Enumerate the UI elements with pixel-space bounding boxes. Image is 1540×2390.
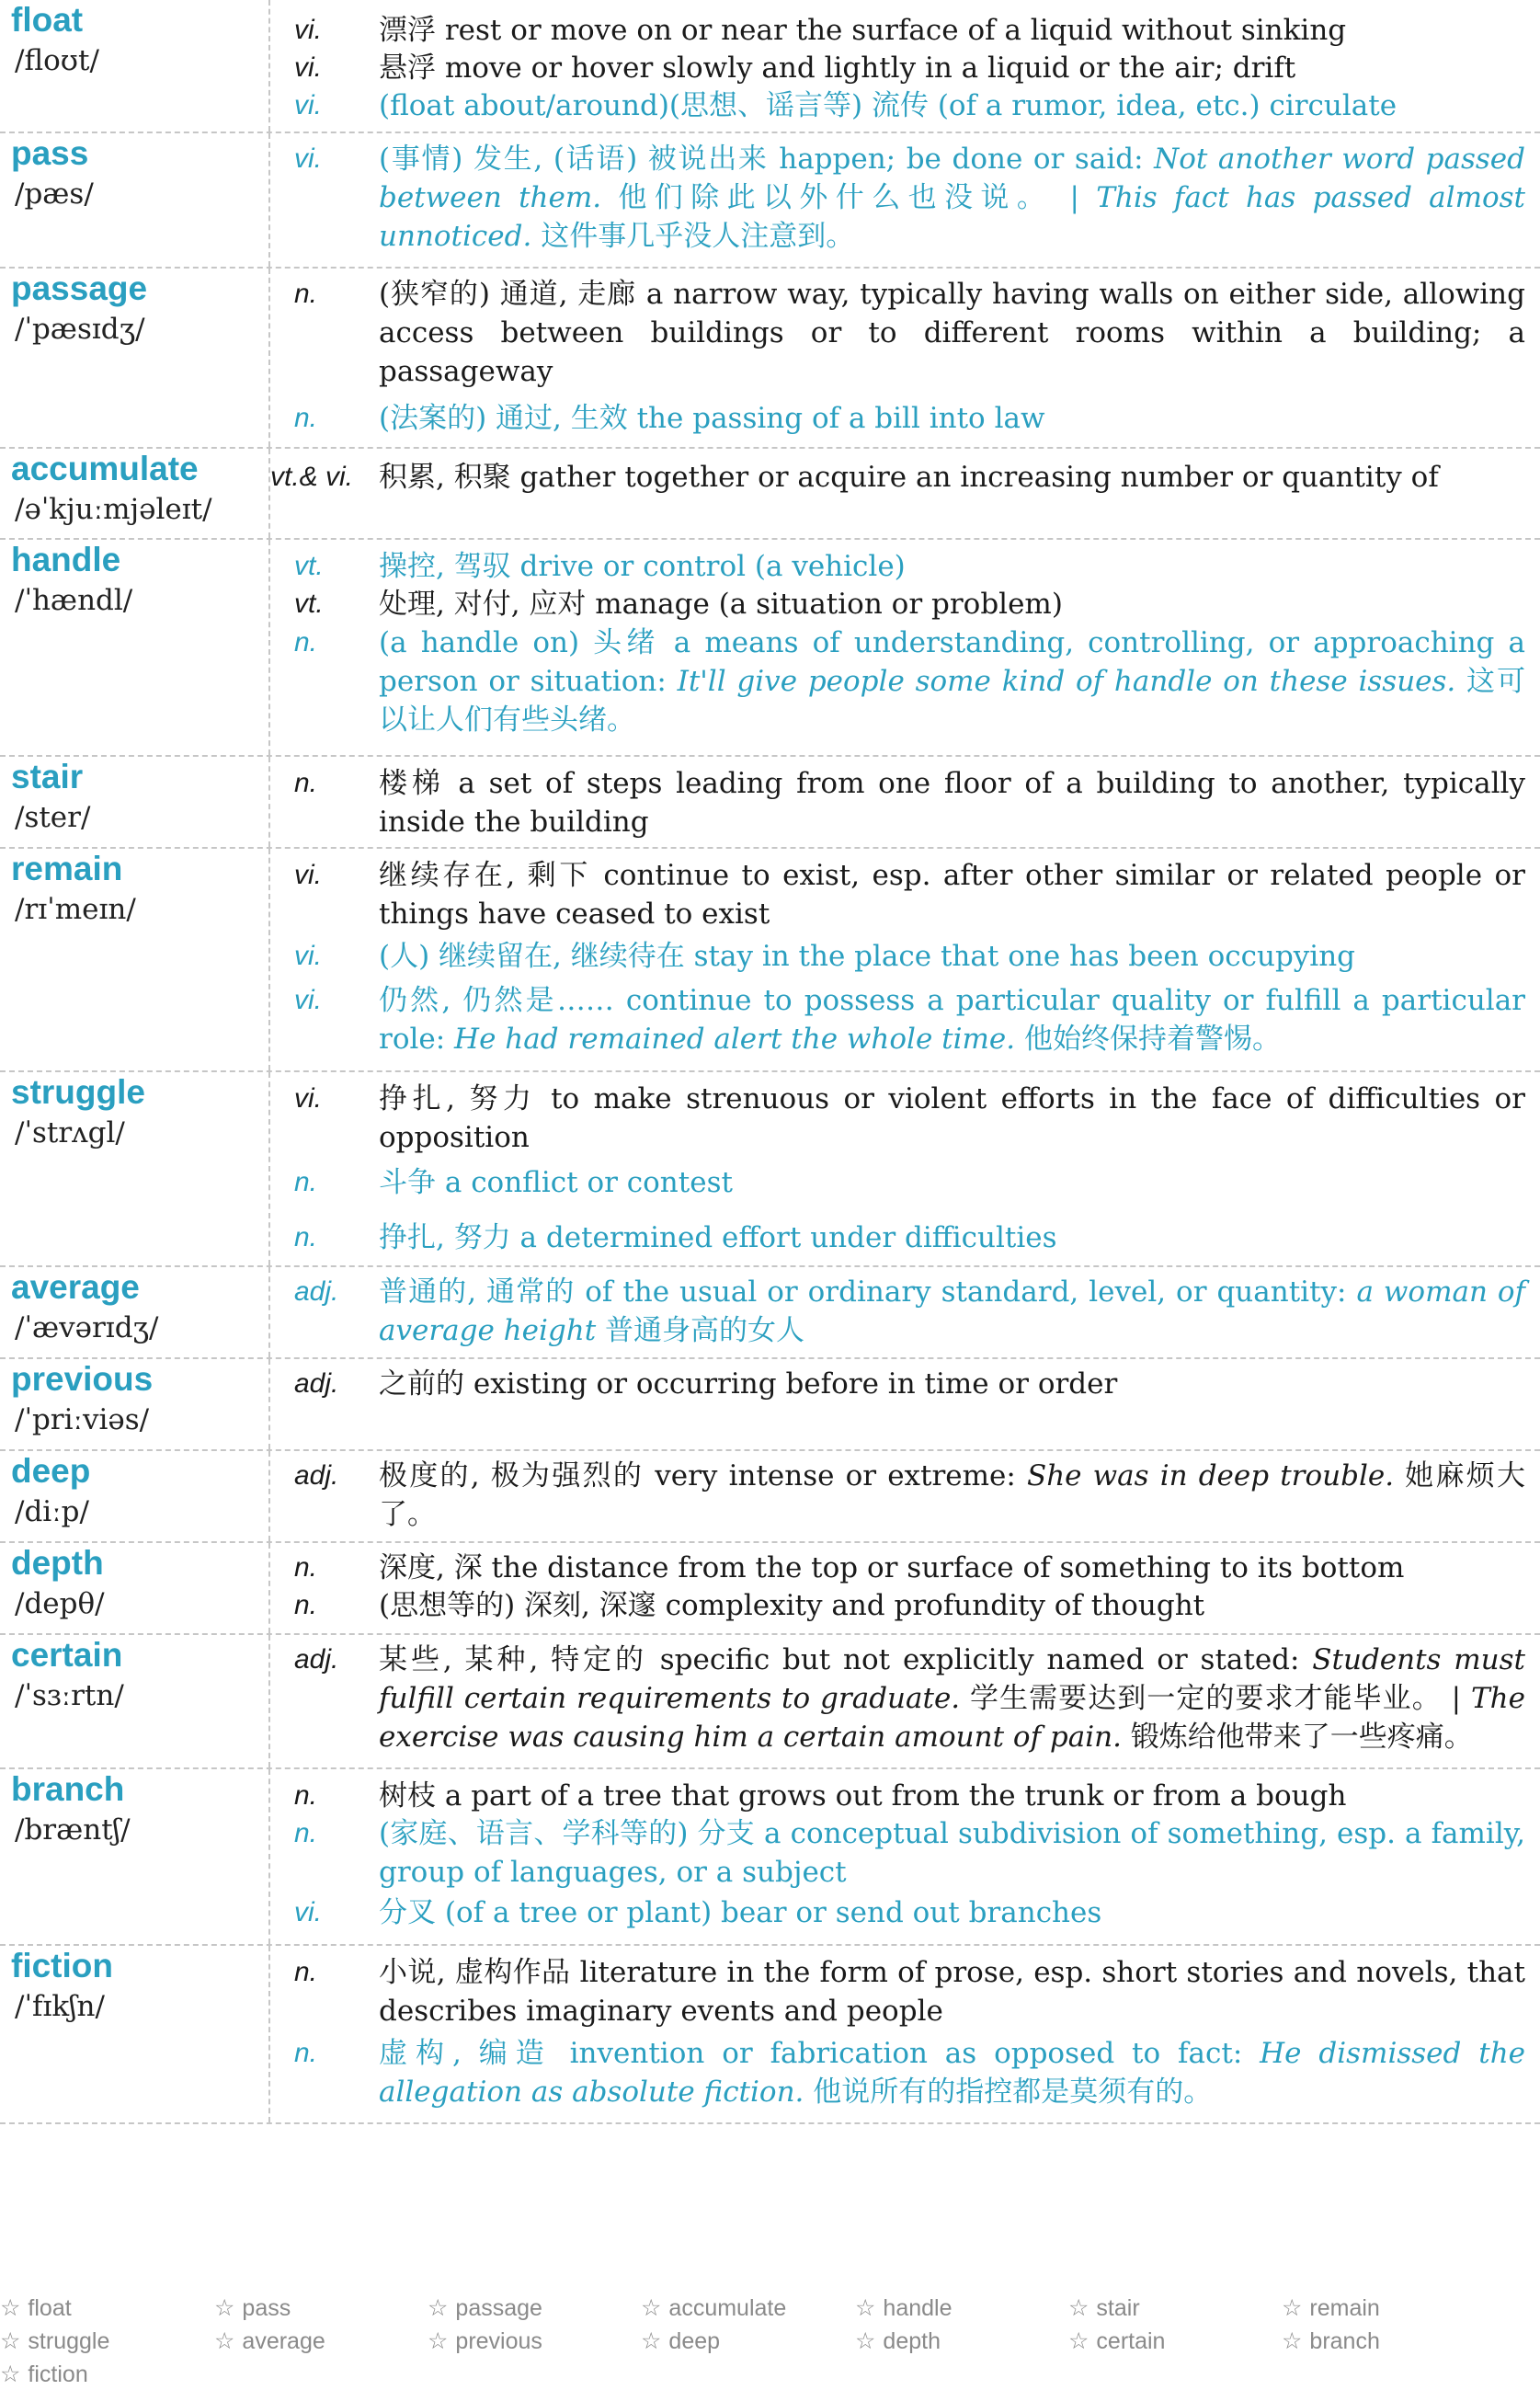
definition-text: (a handle on) 头绪 a means of understanding, controlling, or approaching a person or situation: (379, 626, 1525, 698)
definition-text: 操控, 驾驭 drive or control (a vehicle) (379, 550, 906, 583)
index-item-pass (214, 2294, 291, 2322)
part-of-speech: n. (294, 1552, 318, 1583)
entry-float (0, 0, 1540, 133)
sense (270, 2034, 1525, 2111)
part-of-speech: vi. (294, 860, 322, 890)
definition-text: 普通身高的女人 (596, 1314, 805, 1347)
sense (270, 764, 1525, 841)
entry-average (0, 1267, 1540, 1359)
index-word: previous (455, 2328, 542, 2354)
example-sentence: He dismissed the allegation as absolute fiction. (379, 2037, 1526, 2109)
definition-text: 学生需要达到一定的要求才能毕业。 | (960, 1682, 1471, 1715)
definition (379, 140, 1525, 256)
definition (379, 764, 1525, 841)
definition (379, 1953, 1525, 2030)
headword: pass (11, 134, 89, 172)
definition (379, 1814, 1525, 1892)
definition (379, 623, 1525, 739)
definition-text: 小说, 虚构作品 literature in the form of prose, esp. short stories and novels, that describes imaginary events and people (379, 1956, 1525, 2028)
index-item-struggle (0, 2327, 109, 2355)
index-item-previous (428, 2327, 542, 2355)
entry-depth (0, 1543, 1540, 1635)
sense (270, 547, 1525, 586)
definition-text: (法案的) 通过, 生效 the passing of a bill into law (379, 402, 1045, 435)
definition-text: 之前的 existing or occurring before in time or order (379, 1367, 1118, 1401)
definition (379, 86, 1525, 125)
sense (270, 1163, 1525, 1202)
definition-text: 斗争 a conflict or contest (379, 1166, 733, 1199)
sense (270, 1080, 1525, 1157)
pronunciation: /diːp/ (15, 1495, 89, 1528)
word-index (0, 2294, 1540, 2390)
definition-text: (float about/around)(思想、谣言等) 流传 (of a rumor, idea, etc.) circulate (379, 89, 1397, 122)
headword: struggle (11, 1073, 145, 1111)
part-of-speech: n. (294, 1780, 318, 1811)
pronunciation: /rɪˈmeɪn/ (15, 893, 136, 926)
definition (379, 11, 1525, 50)
sense (270, 1549, 1525, 1587)
part-of-speech: n. (294, 279, 318, 309)
headword: branch (11, 1770, 125, 1808)
part-of-speech: n. (294, 627, 318, 658)
headword: accumulate (11, 450, 199, 487)
headword-cell (0, 1946, 270, 2122)
index-word: certain (1096, 2328, 1166, 2354)
sense (270, 1953, 1525, 2030)
sense (270, 1457, 1525, 1534)
entry-remain (0, 849, 1540, 1072)
definition-text: (思想等的) 深刻, 深邃 complexity and profundity of thought (379, 1589, 1205, 1622)
star-icon: ☆ (1282, 2295, 1303, 2321)
sense (270, 585, 1525, 623)
part-of-speech: adj. (294, 1368, 339, 1399)
part-of-speech: vi. (294, 52, 322, 83)
definition-text: 仍然, 仍然是…… continue to possess a particular quality or fulfill a particular role: (379, 984, 1525, 1056)
headword: average (11, 1268, 140, 1306)
sense (270, 1586, 1525, 1625)
index-item-fiction (0, 2361, 88, 2388)
example-sentence: She was in deep trouble. (1026, 1459, 1395, 1492)
part-of-speech: n. (294, 403, 318, 433)
definition-text: 这件事几乎没人注意到。 (531, 220, 855, 253)
headword: float (11, 1, 84, 39)
definition (379, 1777, 1525, 1815)
sense (270, 1273, 1525, 1350)
example-sentence: It'll give people some kind of handle on these issues. (677, 665, 1456, 698)
index-word: accumulate (668, 2295, 787, 2321)
part-of-speech: n. (294, 1818, 318, 1848)
example-sentence: a woman of average height (379, 1275, 1525, 1347)
index-word: branch (1309, 2328, 1380, 2354)
pronunciation: /əˈkjuːmjəleɪt/ (15, 493, 212, 526)
definition-text: 他们除此以外什么也没说。 | (601, 181, 1097, 214)
definition (379, 585, 1525, 623)
definition (379, 981, 1525, 1058)
part-of-speech: vi. (294, 90, 322, 120)
entry-struggle (0, 1072, 1540, 1267)
definition (379, 1457, 1525, 1534)
star-icon: ☆ (214, 2328, 235, 2354)
star-icon: ☆ (1068, 2328, 1089, 2354)
headword-cell (0, 1543, 270, 1633)
example-sentence: This fact has passed almost unnoticed. (379, 181, 1525, 253)
sense (270, 856, 1525, 933)
star-icon: ☆ (214, 2295, 235, 2321)
index-item-float (0, 2294, 72, 2322)
entry-stair (0, 757, 1540, 849)
index-item-stair (1068, 2294, 1140, 2322)
index-item-branch (1282, 2327, 1380, 2355)
sense (270, 49, 1525, 87)
part-of-speech: adj. (294, 1276, 339, 1307)
headword-cell (0, 0, 270, 132)
index-word: handle (883, 2295, 953, 2321)
definition-text: (事情) 发生, (话语) 被说出来 happen; be done or said: (379, 143, 1155, 176)
headword-cell (0, 269, 270, 447)
entry-deep (0, 1451, 1540, 1543)
definition-text: 积累, 积聚 gather together or acquire an increasing number or quantity of (379, 461, 1439, 494)
definition (379, 275, 1525, 391)
definition-text: 漂浮 rest or move on or near the surface of a liquid without sinking (379, 14, 1347, 47)
entry-handle (0, 540, 1540, 757)
definition (379, 1365, 1525, 1403)
definition (379, 547, 1525, 586)
headword: fiction (11, 1947, 113, 1984)
entry-accumulate (0, 449, 1540, 540)
part-of-speech: vt.& vi. (270, 462, 354, 492)
headword: handle (11, 541, 121, 578)
headword-cell (0, 1769, 270, 1944)
star-icon: ☆ (1068, 2295, 1089, 2321)
headword: certain (11, 1636, 123, 1674)
star-icon: ☆ (0, 2295, 21, 2321)
definition (379, 937, 1525, 976)
pronunciation: /ˈpæsɪdʒ/ (15, 313, 145, 346)
index-item-handle (855, 2294, 953, 2322)
pronunciation: /ˈhændl/ (15, 584, 133, 617)
part-of-speech: adj. (294, 1644, 339, 1675)
index-word: passage (455, 2295, 542, 2321)
pronunciation: /pæs/ (15, 177, 94, 211)
sense (270, 1893, 1525, 1932)
headword-cell (0, 1635, 270, 1767)
headword: deep (11, 1452, 91, 1490)
sense (270, 1641, 1525, 1756)
definition (379, 1641, 1525, 1756)
definition (379, 1549, 1525, 1587)
definition-text: (人) 继续留在, 继续待在 stay in the place that one has been occupying (379, 940, 1356, 973)
entry-previous (0, 1359, 1540, 1451)
definition-text: 悬浮 move or hover slowly and lightly in a liquid or the air; drift (379, 51, 1296, 85)
definition-text: 分叉 (of a tree or plant) bear or send out branches (379, 1896, 1102, 1929)
definition-text: (狭窄的) 通道, 走廊 a narrow way, typically having walls on either side, allowing access between buildings or to different rooms within a building; a passageway (379, 278, 1525, 388)
part-of-speech: vi. (294, 1897, 322, 1927)
pronunciation: /depθ/ (15, 1587, 105, 1620)
entry-passage (0, 269, 1540, 449)
part-of-speech: n. (294, 1590, 318, 1620)
pronunciation: /ˈpriːviəs/ (15, 1403, 150, 1436)
definition-text: 这可以让人们有些头绪。 (379, 665, 1525, 737)
index-word: deep (668, 2328, 721, 2354)
part-of-speech: vi. (294, 143, 322, 174)
part-of-speech: adj. (294, 1460, 339, 1491)
pronunciation: /ˈsɜːrtn/ (15, 1679, 124, 1712)
index-item-deep (641, 2327, 720, 2355)
definition (379, 1163, 1525, 1202)
headword: remain (11, 850, 123, 887)
definition-text: 挣扎, 努力 a determined effort under difficulties (379, 1221, 1057, 1254)
part-of-speech: n. (294, 768, 318, 798)
definition (379, 458, 1525, 497)
definition-text: 他始终保持着警惕。 (1015, 1023, 1281, 1056)
definition-text: 挣扎, 努力 to make strenuous or violent efforts in the face of difficulties or opposition (379, 1082, 1525, 1154)
definition-text: 继续存在, 剩下 continue to exist, esp. after other similar or related people or things have ceased to exist (379, 859, 1525, 931)
headword-cell (0, 1072, 270, 1265)
headword: depth (11, 1544, 104, 1582)
headword-cell (0, 849, 270, 1070)
part-of-speech: n. (294, 2038, 318, 2068)
star-icon: ☆ (855, 2328, 876, 2354)
index-word: stair (1096, 2295, 1140, 2321)
definition-text: (家庭、语言、学科等的) 分支 a conceptual subdivision of something, esp. a family, group of languages, or a subject (379, 1817, 1525, 1889)
entry-pass (0, 133, 1540, 269)
example-sentence: He had remained alert the whole time. (454, 1023, 1016, 1056)
entry-fiction (0, 1946, 1540, 2124)
index-item-remain (1282, 2294, 1380, 2322)
definition-text: 虚构, 编造 invention or fabrication as opposed to fact: (379, 2037, 1261, 2070)
star-icon: ☆ (428, 2295, 449, 2321)
part-of-speech: n. (294, 1957, 318, 1987)
star-icon: ☆ (428, 2328, 449, 2354)
headword-cell (0, 1267, 270, 1357)
part-of-speech: vt. (294, 589, 324, 619)
sense (270, 86, 1525, 125)
definition-text: 深度, 深 the distance from the top or surface of something to its bottom (379, 1551, 1405, 1584)
definition (379, 856, 1525, 933)
pronunciation: /ˈævərɪdʒ/ (15, 1311, 159, 1344)
definition (379, 399, 1525, 438)
entry-certain (0, 1635, 1540, 1769)
index-word: fiction (28, 2361, 88, 2387)
sense (270, 1365, 1525, 1403)
headword-cell (0, 449, 270, 538)
star-icon: ☆ (855, 2295, 876, 2321)
star-icon: ☆ (0, 2361, 21, 2387)
headword: stair (11, 758, 84, 795)
sense (270, 275, 1525, 391)
star-icon: ☆ (641, 2295, 662, 2321)
sense (270, 11, 1525, 50)
definition-text: 某些, 某种, 特定的 specific but not explicitly named or stated: (379, 1643, 1313, 1676)
example-sentence: Students must fulfill certain requirements to graduate. (379, 1643, 1525, 1715)
pronunciation: /ster/ (15, 801, 91, 834)
headword-cell (0, 1359, 270, 1449)
part-of-speech: vi. (294, 941, 322, 971)
headword-cell (0, 540, 270, 755)
sense (270, 981, 1525, 1058)
definition-text: 锻炼给他带来了一些疼痛。 (1121, 1721, 1473, 1754)
index-word: average (242, 2328, 325, 2354)
definition-text: 他说所有的指控都是莫须有的。 (804, 2076, 1213, 2109)
sense (270, 399, 1525, 438)
definition (379, 2034, 1525, 2111)
pronunciation: /ˈstrʌgl/ (15, 1116, 125, 1149)
definition (379, 1218, 1525, 1257)
index-word: remain (1309, 2295, 1380, 2321)
part-of-speech: n. (294, 1222, 318, 1252)
star-icon: ☆ (1282, 2328, 1303, 2354)
headword-cell (0, 133, 270, 267)
definition (379, 1893, 1525, 1932)
headword: passage (11, 269, 148, 307)
example-sentence: Not another word passed between them. (379, 143, 1525, 214)
index-item-certain (1068, 2327, 1165, 2355)
index-item-depth (855, 2327, 941, 2355)
index-word: pass (242, 2295, 291, 2321)
index-item-accumulate (641, 2294, 786, 2322)
index-item-average (214, 2327, 325, 2355)
headword-cell (0, 757, 270, 847)
definition (379, 1273, 1525, 1350)
definition (379, 49, 1525, 87)
sense (270, 937, 1525, 976)
pronunciation: /bræntʃ/ (15, 1813, 131, 1847)
sense (270, 1777, 1525, 1815)
definition (379, 1586, 1525, 1625)
example-sentence: The exercise was causing him a certain amount of pain. (379, 1682, 1525, 1754)
part-of-speech: vi. (294, 15, 322, 45)
part-of-speech: vi. (294, 1083, 322, 1114)
definition-text: 极度的, 极为强烈的 very intense or extreme: (379, 1459, 1027, 1492)
star-icon: ☆ (0, 2328, 21, 2354)
index-item-passage (428, 2294, 542, 2322)
sense (270, 458, 1525, 497)
sense (270, 623, 1525, 739)
sense (270, 140, 1525, 256)
headword: previous (11, 1360, 154, 1398)
part-of-speech: vt. (294, 551, 324, 581)
sense (270, 1218, 1525, 1257)
star-icon: ☆ (641, 2328, 662, 2354)
definition (379, 1080, 1525, 1157)
part-of-speech: vi. (294, 985, 322, 1015)
pronunciation: /floʊt/ (15, 44, 99, 77)
definition-text: 普通的, 通常的 of the usual or ordinary standard, level, or quantity: (379, 1275, 1357, 1309)
index-word: float (28, 2295, 72, 2321)
pronunciation: /ˈfɪkʃn/ (15, 1990, 105, 2023)
part-of-speech: n. (294, 1167, 318, 1197)
definition-text: 楼梯 a set of steps leading from one floor of a building to another, typically inside the building (379, 767, 1525, 839)
sense (270, 1814, 1525, 1892)
headword-cell (0, 1451, 270, 1541)
index-word: depth (883, 2328, 941, 2354)
entry-branch (0, 1769, 1540, 1946)
definition-text: 她麻烦大了。 (379, 1459, 1525, 1531)
definition-text: 处理, 对付, 应对 manage (a situation or problem) (379, 588, 1063, 621)
definition-text: 树枝 a part of a tree that grows out from the trunk or from a bough (379, 1779, 1347, 1813)
index-word: struggle (28, 2328, 110, 2354)
